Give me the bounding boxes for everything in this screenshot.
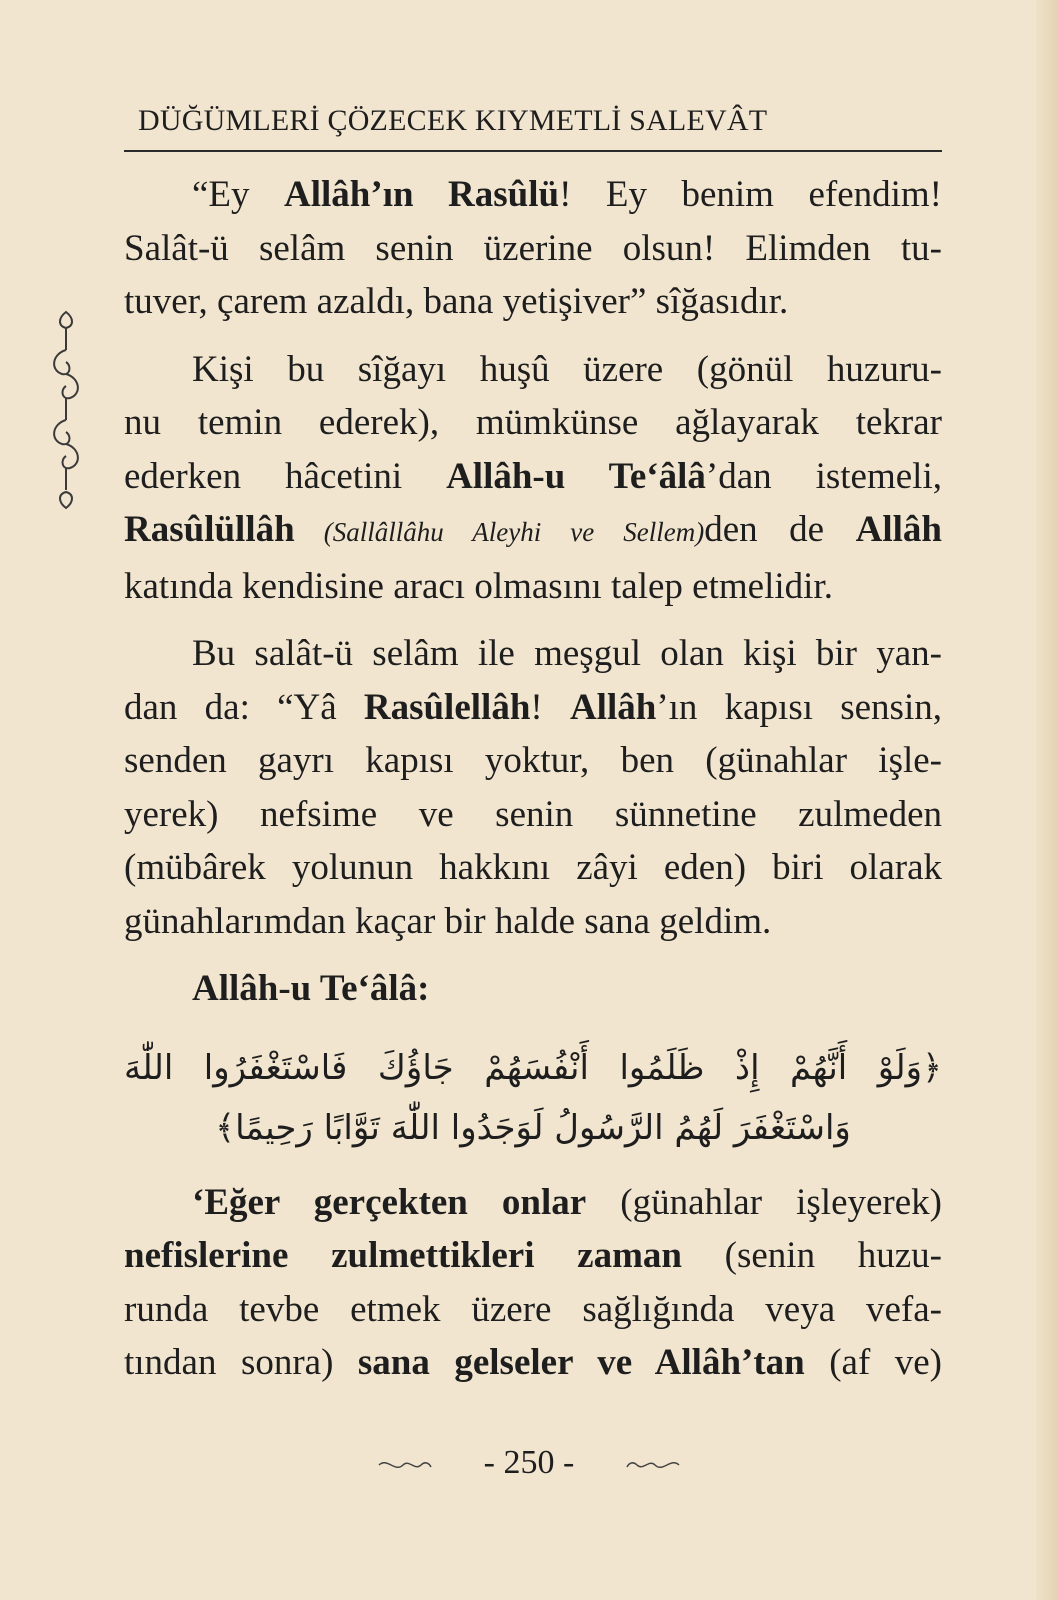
header-rule <box>124 150 942 152</box>
paragraph-3 <box>124 627 942 948</box>
page-number: - 250 - <box>483 1444 575 1481</box>
text-line: katında kendisine aracı olmasını talep etmelidir. <box>124 565 833 607</box>
text-run: (af ve) <box>804 1342 943 1383</box>
text-line: günahlarımdan kaçar bir halde sana geldim. <box>124 900 772 942</box>
margin-ornament-icon <box>44 310 88 510</box>
text-line: (mübârek yolunun hakkını zâyi eden) biri olarak <box>124 847 942 888</box>
text-run: tından sonra) <box>124 1342 358 1383</box>
bold-text-run: ‘Eğer gerçekten onlar <box>192 1181 587 1223</box>
text-run: “Ey <box>192 174 285 215</box>
text-line: Salât-ü selâm senin üzerine olsun! Elimden tu- <box>124 227 942 269</box>
paragraph-2 <box>124 343 942 614</box>
verse-intro <box>124 962 942 1016</box>
text-run: ’ın kapısı sensin, <box>656 686 942 728</box>
page-edge-shadow <box>1036 0 1058 1600</box>
bold-text-run: Allâh <box>855 509 942 550</box>
text-run: ’dan istemeli, <box>705 455 942 497</box>
text-run: ! Ey benim efendim! <box>559 174 942 215</box>
arabic-verse <box>124 1038 942 1158</box>
paragraph-1 <box>124 168 942 329</box>
text-line: Kişi bu sîğayı huşû üzere (gönül huzuru- <box>192 348 942 390</box>
text-line: runda tevbe etmek üzere sağlığında veya vefa- <box>124 1288 942 1330</box>
footer-ornament-left-icon <box>375 1455 435 1475</box>
arabic-verse-line: ﴿وَلَوْ أَنَّهُمْ إِذْ ظَلَمُوا أَنْفُسَهُمْ جَاؤُكَ فَاسْتَغْفَرُوا اللّٰهَ <box>124 1047 942 1088</box>
bold-text-run: sana gelseler ve Allâh’tan <box>357 1342 805 1383</box>
bold-text-run: Allâh’ın Rasûlü <box>284 174 560 215</box>
body-text <box>124 168 942 1390</box>
running-header: DÜĞÜMLERİ ÇÖZECEK KIYMETLİ SALEVÂT <box>138 104 768 137</box>
text-line: yerek) nefsime ve senin sünnetine zulmeden <box>124 793 942 835</box>
text-run: ederken hâcetini <box>124 455 447 497</box>
bold-text-run: Allâh <box>569 686 657 728</box>
text-line: senden gayrı kapısı yoktur, ben (günahlar işle- <box>124 740 942 781</box>
bold-text-run: Allâh-u Te‘âlâ <box>446 455 706 497</box>
arabic-verse-line: وَاسْتَغْفَرَ لَهُمُ الرَّسُولُ لَوَجَدُوا اللّٰهَ تَوَّابًا رَحِيمًا﴾ <box>215 1107 851 1148</box>
italic-honorific: (Sallâllâhu Aleyhi ve Sellem) <box>294 517 705 547</box>
page-footer <box>0 1444 1058 1482</box>
text-line: nu temin ederek), mümkünse ağlayarak tekrar <box>124 402 942 443</box>
text-run: dan da: “Yâ <box>124 686 364 728</box>
footer-ornament-right-icon <box>623 1455 683 1475</box>
text-line: tuver, çarem azaldı, bana yetişiver” sîğasıdır. <box>124 281 789 322</box>
paragraph-4 <box>124 1176 942 1390</box>
text-run: den de <box>704 509 856 550</box>
bold-text-run: nefislerine zulmettikleri zaman <box>124 1235 682 1276</box>
text-run: (senin huzu- <box>682 1235 943 1276</box>
bold-text-run: Rasûlüllâh <box>124 509 295 550</box>
text-line: Bu salât-ü selâm ile meşgul olan kişi bir yan- <box>192 633 942 674</box>
text-run: ! <box>530 686 570 728</box>
text-run: (günahlar işleyerek) <box>586 1181 942 1223</box>
bold-text-run: Rasûlellâh <box>363 686 531 728</box>
verse-intro-label: Allâh-u Te‘âlâ: <box>192 968 430 1009</box>
